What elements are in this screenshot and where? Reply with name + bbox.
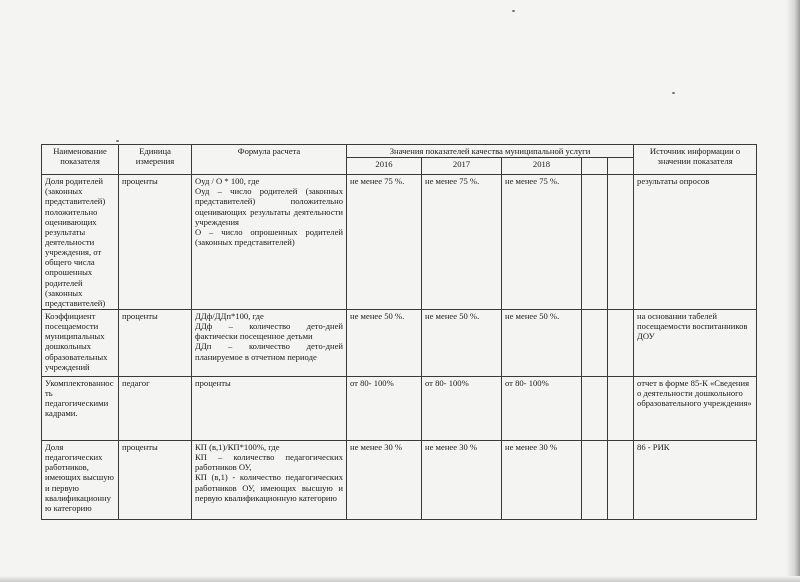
header-unit: Единица измерения [119,145,192,175]
indicator-value: не менее 30 % [502,440,582,519]
indicator-source: на основании табелей посещаемости воспитанников ДОУ [634,309,757,376]
indicator-unit: педагог [119,376,192,440]
formula-line: Оуд / О * 100, где [195,176,260,187]
formula-line: проценты [195,377,231,388]
indicator-value: от 80- 100% [347,376,422,440]
indicator-value: от 80- 100% [502,376,582,440]
indicator-source: отчет в форме 85-К «Сведения о деятельности дошкольного образовательного учреждения» [634,376,757,440]
formula-line: О – число опрошенных родителей (законных представителей) [195,226,343,247]
indicator-value: не менее 75 %. [347,175,422,310]
indicator-value: не менее 30 % [422,440,502,519]
indicator-formula [192,376,347,440]
scan-edge-bottom [0,576,800,582]
indicator-formula [192,309,347,376]
indicator-source: 86 - РИК [634,440,757,519]
header-year-2017: 2017 [422,158,502,175]
header-year-2018: 2018 [502,158,582,175]
indicator-unit: проценты [119,175,192,310]
indicator-formula [192,440,347,519]
indicator-value: не менее 30 % [347,440,422,519]
indicator-unit: проценты [119,309,192,376]
indicator-name: Укомплектованность педагогическими кадрами. [42,376,119,440]
indicator-value [608,309,634,376]
header-year-empty-2 [608,158,634,175]
indicator-value [582,175,608,310]
formula-line: КП (в,1)/КП*100%, где [195,441,280,452]
scan-speck [116,140,119,142]
indicator-value [582,440,608,519]
indicator-value [582,376,608,440]
header-values: Значения показателей качества муниципальной услуги [347,145,634,158]
indicator-value [608,175,634,310]
indicator-value: не менее 75 %. [422,175,502,310]
indicator-value: не менее 75 %. [502,175,582,310]
formula-line: Оуд – число родителей (законных представителей) положительно оценивающих результаты деятельности учреждения [195,186,343,227]
indicator-value: не менее 50 %. [347,309,422,376]
indicator-value [582,309,608,376]
header-source: Источник информации о значении показателя [634,145,757,175]
scan-edge-right [786,0,800,582]
scan-speck [672,92,675,94]
indicator-value: от 80- 100% [422,376,502,440]
scan-speck [512,10,515,12]
header-formula: Формула расчета [192,145,347,175]
indicator-formula [192,175,347,310]
quality-indicators-table [41,144,757,520]
formula-line: ДДф/ДДп*100, где [195,310,264,321]
indicator-name: Доля педагогических работников, имеющих высшую и первую квалификационную категорию [42,440,119,519]
table-row [42,309,757,376]
indicator-value [608,440,634,519]
indicator-value: не менее 50 %. [502,309,582,376]
header-name: Наименование показателя [42,145,119,175]
formula-line: КП – количество педагогических работников ОУ, [195,452,343,473]
table-row [42,175,757,310]
formula-line: КП (в,1) - количество педагогических работников ОУ, имеющих высшую и первую квалификационную категорию [195,472,343,503]
indicator-unit: проценты [119,440,192,519]
formula-line: ДДф – количество дето-дней фактически посещенное детьми [195,321,343,342]
table-row [42,440,757,519]
indicator-value: не менее 50 %. [422,309,502,376]
indicator-value [608,376,634,440]
indicator-source: результаты опросов [634,175,757,310]
header-year-empty-1 [582,158,608,175]
indicator-name: Доля родителей (законных представителей) положительно оценивающих результаты деятельности учреждения, от общего числа опрошенных родителей (законных представителей) [42,175,119,310]
table-row [42,376,757,440]
indicator-name: Коэффициент посещаемости муниципальных дошкольных образовательных учреждений [42,309,119,376]
formula-line: ДДп – количество дето-дней планируемое в отчетном периоде [195,341,343,362]
header-year-2016: 2016 [347,158,422,175]
